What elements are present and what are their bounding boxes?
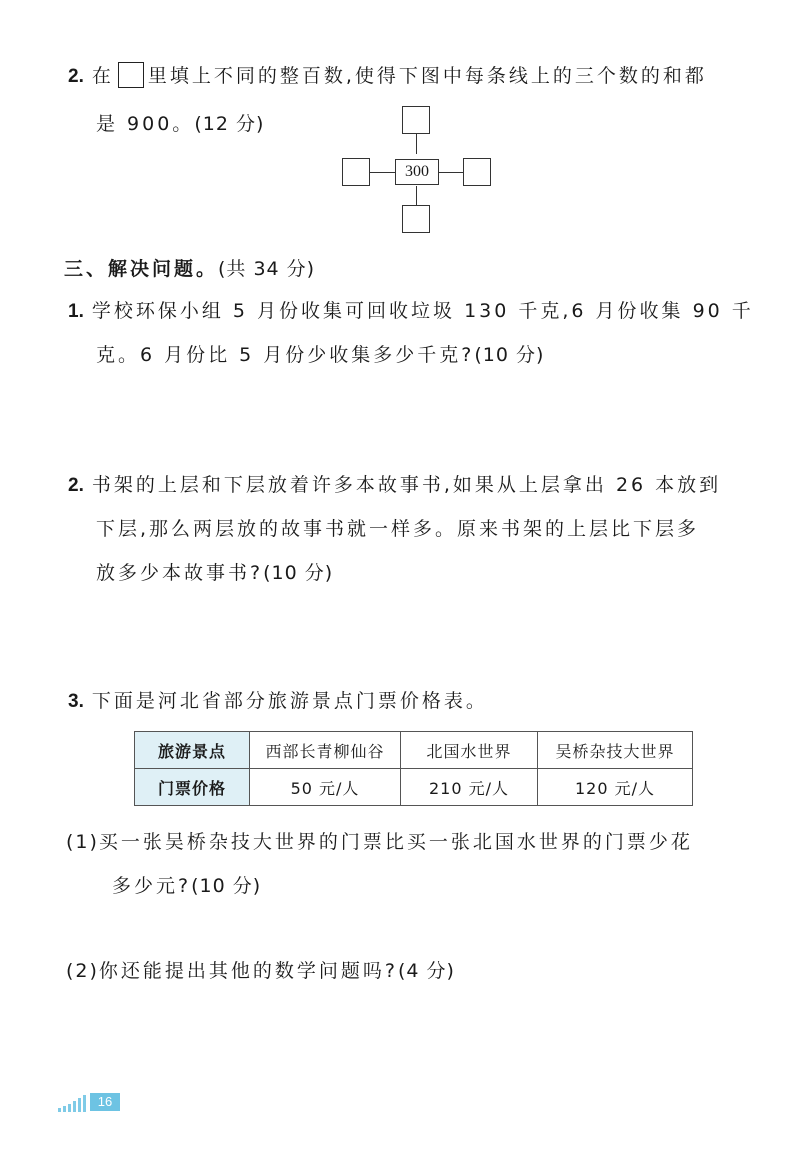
diagram-line-top <box>416 134 417 154</box>
q2-fill-line2 <box>96 111 264 137</box>
q3-intro-line <box>68 688 488 715</box>
table-cell: 50 元/人 <box>250 769 401 806</box>
table-header-cell: 门票价格 <box>135 769 250 806</box>
text-after-box: 里填上不同的整百数,使得下图中每条线上的三个数的和都 <box>147 65 707 87</box>
blank-box-right[interactable] <box>463 158 491 186</box>
q1-line1 <box>68 298 754 325</box>
table-cell: 北国水世界 <box>401 732 538 769</box>
inline-blank-box <box>118 62 144 88</box>
section-score: (共 34 分) <box>218 258 316 280</box>
q3-sub2-line1 <box>66 958 455 984</box>
blank-box-top[interactable] <box>402 106 430 134</box>
question-number: 2. <box>68 475 84 496</box>
blank-box-bottom[interactable] <box>402 205 430 233</box>
diagram-line-left <box>370 172 395 173</box>
table-cell: 210 元/人 <box>401 769 538 806</box>
question-number: 2. <box>68 66 84 87</box>
q2-text-line3: 放多少本故事书? <box>96 562 264 584</box>
table-cell: 吴桥杂技大世界 <box>538 732 693 769</box>
q3-intro-text: 下面是河北省部分旅游景点门票价格表。 <box>91 690 488 712</box>
table-row <box>135 769 693 806</box>
q2-line3 <box>96 560 333 586</box>
q2-line2-text: 是 900。 <box>96 113 195 135</box>
bar-decoration-icon <box>56 1094 90 1112</box>
sub1-text-line2: 多少元? <box>112 875 192 897</box>
sub1-text-line1: 买一张吴桥杂技大世界的门票比买一张北国水世界的门票少花 <box>98 831 693 853</box>
q1-line2 <box>96 342 544 368</box>
diagram-line-bottom <box>416 186 417 205</box>
q2-line1 <box>68 472 721 499</box>
q1-text-line1: 学校环保小组 5 月份收集可回收垃圾 130 千克,6 月份收集 90 千 <box>91 300 754 322</box>
score-label: (10 分) <box>474 344 545 366</box>
score-label: (12 分) <box>194 113 265 135</box>
score-label: (4 分) <box>398 960 455 982</box>
ticket-price-table <box>134 731 693 806</box>
page-number: 16 <box>90 1093 120 1111</box>
q3-sub1-line1 <box>66 829 693 855</box>
q2-line2 <box>96 516 699 542</box>
table-row <box>135 732 693 769</box>
sub-question-label: (1) <box>66 831 99 853</box>
cross-diagram <box>342 106 494 234</box>
section-title: 三、解决问题。 <box>64 258 219 280</box>
q2-fill-line1 <box>68 62 707 90</box>
question-number: 3. <box>68 691 84 712</box>
q2-text-line1: 书架的上层和下层放着许多本故事书,如果从上层拿出 26 本放到 <box>91 474 722 496</box>
q3-sub1-line2 <box>112 873 261 899</box>
center-number-box: 300 <box>395 159 439 185</box>
q2-text-line2: 下层,那么两层放的故事书就一样多。原来书架的上层比下层多 <box>96 518 700 540</box>
table-cell: 120 元/人 <box>538 769 693 806</box>
text-before-box: 在 <box>91 65 114 87</box>
diagram-line-right <box>439 172 463 173</box>
table-header-cell: 旅游景点 <box>135 732 250 769</box>
sub-question-label: (2) <box>66 960 99 982</box>
blank-box-left[interactable] <box>342 158 370 186</box>
question-number: 1. <box>68 301 84 322</box>
score-label: (10 分) <box>191 875 262 897</box>
q1-text-line2: 克。6 月份比 5 月份少收集多少千克? <box>96 344 475 366</box>
sub2-text-line1: 你还能提出其他的数学问题吗? <box>98 960 399 982</box>
score-label: (10 分) <box>263 562 334 584</box>
table-cell: 西部长青柳仙谷 <box>250 732 401 769</box>
section3-heading <box>64 256 315 282</box>
